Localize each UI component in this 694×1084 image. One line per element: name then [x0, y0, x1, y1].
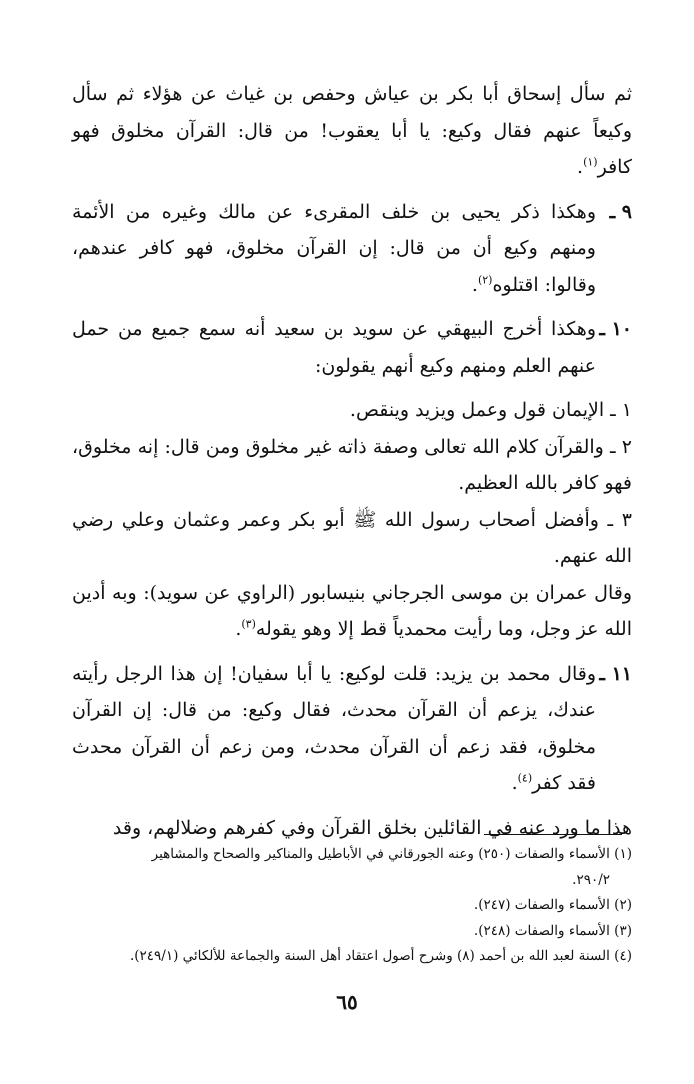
footnote-1: (١) الأسماء والصفات (٢٥٠) وعنه الجورقاني في الأباطيل والمناكير والصحاح والمشاهير: [151, 846, 632, 862]
sub-item-1: ١ ـ الإيمان قول وعمل ويزيد وينقص.: [349, 399, 632, 421]
footnote-ref-1: (١): [583, 155, 598, 169]
sub-item-2: ٢ ـ والقرآن كلام الله تعالى وصفة ذاته غير مخلوق ومن قال: إنه مخلوق، فهو كافر بالله العظيم.: [72, 435, 632, 494]
footnote-1-continued: ٢٩٠/٢.: [572, 871, 610, 888]
item-9: ٩ ـ وهكذا ذكر يحيى بن خلف المقرىء عن مالك وغيره من الأئمة ومنهم وكيع أن من قال: إن القرآن مخلوق، فهو كافر عندهم، وقالوا: اقتلوه$^{(٢)}$.: [72, 194, 632, 304]
item-9-number: ٩ ـ: [609, 200, 632, 223]
footnote-ref-2: (٢): [477, 273, 493, 287]
item-10: ١٠ ـ وهكذا أخرج البيهقي عن سويد بن سعيد أنه سمع جميع من حمل عنهم العلم ومنهم وكيع أنهم يقولون:: [72, 311, 632, 384]
footnote-3: (٣) الأسماء والصفات (٢٤٨).: [473, 922, 632, 939]
item-11: ١١ ـ وقال محمد بن يزيد: قلت لوكيع: يا أبا سفيان! إن هذا الرجل رأيته عندك، يزعم أن القرآن محدث، فقال وكيع: من قال: إن القرآن مخلوق، فقد زعم أن القرآن محدث، ومن زعم أن القرآن محدث فقد كفر$^{(٤)}$.: [72, 656, 632, 802]
paragraph-imran: وقال عمران بن موسى الجرجاني بنيسابور (الراوي عن سويد): وبه أدين الله عز وجل، وما رأيت محمدياً قط إلا وهو يقوله$^{(٣)}$.: [72, 581, 632, 640]
sub-item-3: ٣ ـ وأفضل أصحاب رسول الله ﷺ أبو بكر وعمر وعثمان وعلي رضي الله عنهم.: [72, 508, 632, 567]
paragraph-closing: هذا ما ورد عنه في القائلين بخلق القرآن وفي كفرهم وضلالهم، وقد: [112, 816, 632, 839]
footnote-ref-4: (٤): [517, 771, 533, 785]
page-number: ٦٥: [336, 990, 358, 1014]
item-11-number: ١١ ـ: [599, 662, 632, 685]
footnote-ref-3: (٣): [241, 617, 256, 631]
footnotes: [72, 842, 632, 970]
paragraph-intro: ثم سأل إسحاق أبا بكر بن عياش وحفص بن غياث عن هؤلاء ثم سأل وكيعاً عنهم فقال وكيع: يا أبا يعقوب! من قال: القرآن مخلوق فهو كافر$^{(١)}$.: [72, 83, 632, 178]
item-10-number: ١٠ ـ: [599, 318, 632, 340]
main-text: [72, 76, 632, 846]
footnote-divider: [484, 834, 622, 835]
footnote-2: (٢) الأسماء والصفات (٢٤٧).: [473, 897, 632, 913]
footnote-4: (٤) السنة لعبد الله بن أحمد (٨) وشرح أصول اعتقاد أهل السنة والجماعة للألكائي (٢٤٩/١).: [129, 948, 632, 964]
